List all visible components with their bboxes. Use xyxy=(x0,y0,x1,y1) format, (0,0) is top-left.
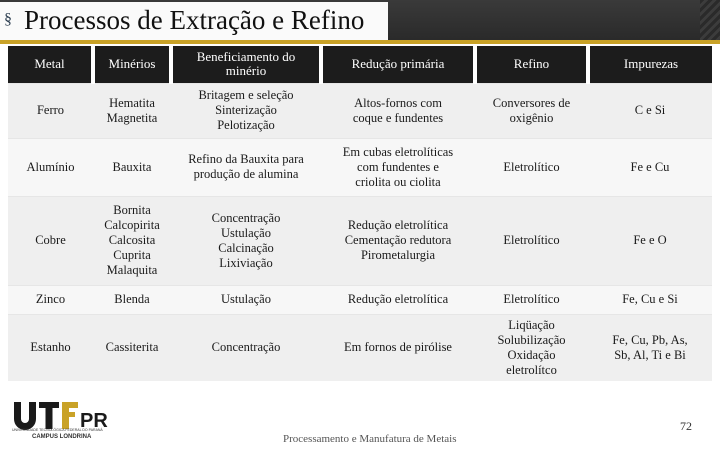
header-metal: Metal xyxy=(8,46,93,83)
header-impurezas: Impurezas xyxy=(588,46,712,83)
cell-reducao: Redução eletrolítica xyxy=(321,285,475,314)
cell-refino: Eletrolítico xyxy=(475,138,588,196)
cell-refino: Liqüação Solubilização Oxidação eletrolítco xyxy=(475,314,588,381)
cell-beneficiamento: Britagem e seleção Sinterização Pelotização xyxy=(171,83,321,138)
cell-reducao: Altos-fornos com coque e fundentes xyxy=(321,83,475,138)
cell-minerios: Bauxita xyxy=(93,138,171,196)
cell-minerios: Bornita Calcopirita Calcosita Cuprita Malaquita xyxy=(93,196,171,285)
process-table xyxy=(8,46,712,381)
footer-course: Processamento e Manufatura de Metais xyxy=(283,433,457,445)
table-header-row xyxy=(8,46,712,83)
cell-metal: Cobre xyxy=(8,196,93,285)
table-row xyxy=(8,83,712,138)
logo-university-name: UNIVERSIDADE TECNOLÓGICA FEDERAL DO PARANÁ xyxy=(12,428,103,432)
cell-impurezas: Fe e Cu xyxy=(588,138,712,196)
cell-minerios: Blenda xyxy=(93,285,171,314)
cell-metal: Zinco xyxy=(8,285,93,314)
utfpr-logo-mark xyxy=(12,400,112,430)
table-row xyxy=(8,138,712,196)
cell-metal: Estanho xyxy=(8,314,93,381)
cell-impurezas: Fe e O xyxy=(588,196,712,285)
header-refino: Refino xyxy=(475,46,588,83)
cell-beneficiamento: Refino da Bauxita para produção de alumina xyxy=(171,138,321,196)
page-number: 72 xyxy=(680,419,692,433)
page-title: Processos de Extração e Refino xyxy=(24,5,365,35)
cell-impurezas: Fe, Cu, Pb, As, Sb, Al, Ti e Bi xyxy=(588,314,712,381)
cell-impurezas: Fe, Cu e Si xyxy=(588,285,712,314)
cell-refino: Eletrolítico xyxy=(475,285,588,314)
cell-reducao: Em fornos de pirólise xyxy=(321,314,475,381)
header-reducao: Redução primária xyxy=(321,46,475,83)
table-row xyxy=(8,196,712,285)
cell-refino: Eletrolítico xyxy=(475,196,588,285)
cell-refino: Conversores de oxigênio xyxy=(475,83,588,138)
cell-beneficiamento: Concentração Ustulação Calcinação Lixiviação xyxy=(171,196,321,285)
header-minerios: Minérios xyxy=(93,46,171,83)
table-row xyxy=(8,285,712,314)
cell-minerios: Hematita Magnetita xyxy=(93,83,171,138)
cell-impurezas: C e Si xyxy=(588,83,712,138)
cell-reducao: Redução eletrolítica Cementação redutora Pirometalurgia xyxy=(321,196,475,285)
title-box xyxy=(0,2,388,40)
logo-text: PR xyxy=(80,410,108,430)
utfpr-logo xyxy=(12,400,112,442)
table-row xyxy=(8,314,712,381)
cell-reducao: Em cubas eletrolíticas com fundentes e criolita ou ciolita xyxy=(321,138,475,196)
accent-rule xyxy=(0,40,720,44)
title-bullet: § xyxy=(4,11,12,28)
logo-campus: CAMPUS LONDRINA xyxy=(32,434,92,440)
cell-metal: Alumínio xyxy=(8,138,93,196)
cell-beneficiamento: Concentração xyxy=(171,314,321,381)
header-beneficiamento: Beneficiamento do minério xyxy=(171,46,321,83)
cell-metal: Ferro xyxy=(8,83,93,138)
cell-minerios: Cassiterita xyxy=(93,314,171,381)
cell-beneficiamento: Ustulação xyxy=(171,285,321,314)
